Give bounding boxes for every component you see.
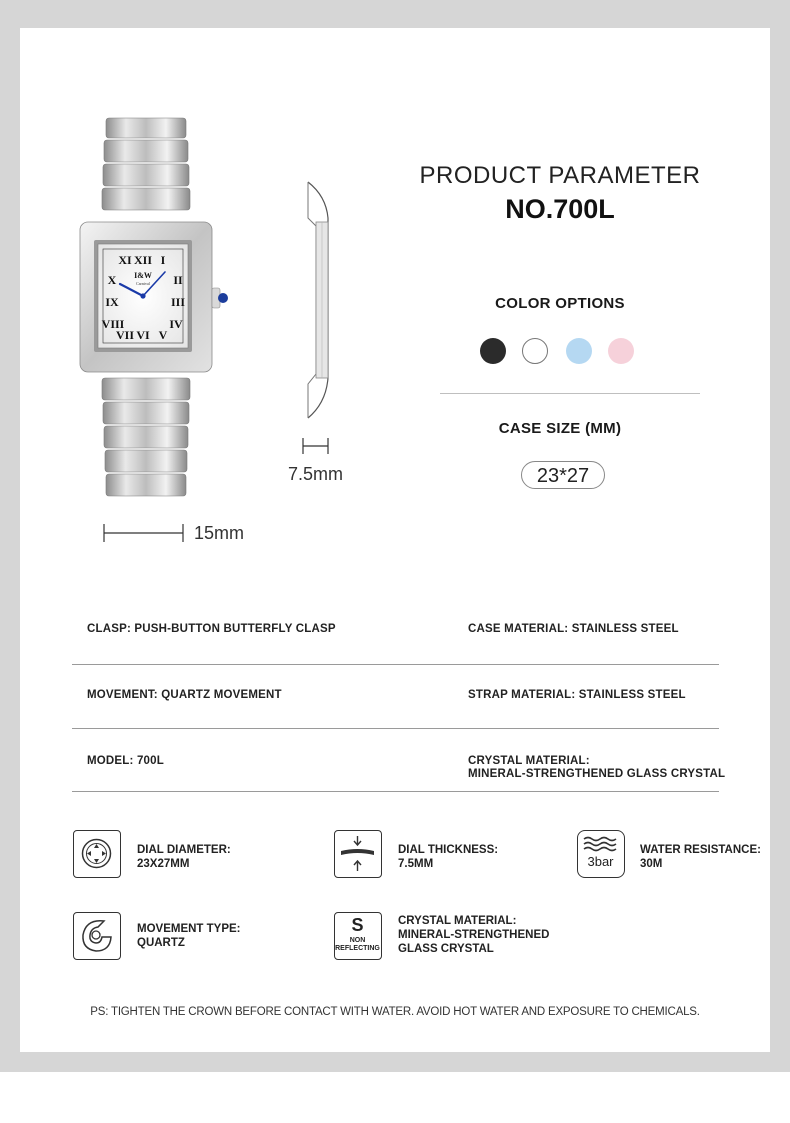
dial-thickness-text (398, 843, 498, 871)
care-note: PS: TIGHTEN THE CROWN BEFORE CONTACT WITH WATER. AVOID HOT WATER AND EXPOSURE TO CHEMICALS. (90, 1006, 700, 1018)
svg-text:II: II (173, 273, 183, 287)
product-parameter-title: PRODUCT PARAMETER (419, 162, 701, 189)
non-reflecting-icon (334, 912, 382, 960)
water-resistance-label: WATER RESISTANCE: (640, 844, 761, 856)
non-reflecting-icon-text (335, 937, 380, 953)
spec-strap-material: STRAP MATERIAL: STAINLESS STEEL (468, 689, 686, 701)
spec-divider (72, 728, 719, 729)
movement-type-label: MOVEMENT TYPE: (137, 923, 241, 935)
color-swatch-blue[interactable] (566, 338, 592, 364)
divider (440, 393, 700, 394)
dial-diameter-value: 23X27MM (137, 858, 190, 870)
spec-crystal-line1: CRYSTAL MATERIAL: (468, 755, 590, 767)
spec-divider (72, 664, 719, 665)
svg-text:IX: IX (105, 295, 119, 309)
watch-brand-logo: I&W (134, 271, 152, 280)
svg-text:VIII: VIII (101, 317, 125, 331)
svg-text:IV: IV (169, 317, 183, 331)
color-swatch-black[interactable] (480, 338, 506, 364)
width-label: 15mm (194, 523, 245, 543)
thickness-dimension-marker (300, 436, 332, 456)
water-resistance-icon (577, 830, 625, 878)
non-reflecting-icon-line1: NON (349, 937, 366, 944)
movement-type-icon (73, 912, 121, 960)
case-size-value: 23*27 (521, 461, 605, 489)
spec-clasp: CLASP: PUSH-BUTTON BUTTERFLY CLASP (87, 623, 336, 635)
spec-crystal-line2: MINERAL-STRENGTHENED GLASS CRYSTAL (468, 768, 726, 780)
svg-text:VII: VII (115, 328, 135, 342)
water-resistance-text (640, 843, 761, 871)
dial-diameter-icon (73, 830, 121, 878)
non-reflecting-icon-line2: REFLECTING (335, 945, 380, 952)
svg-text:XI: XI (118, 253, 132, 267)
case-size-title: CASE SIZE (MM) (498, 420, 622, 437)
dial-thickness-value: 7.5MM (398, 858, 434, 870)
svg-text:V: V (158, 328, 168, 342)
dial-diameter-text (137, 843, 231, 871)
water-resistance-value: 30M (640, 858, 663, 870)
svg-text:X: X (107, 273, 117, 287)
svg-text:I: I (160, 253, 166, 267)
crystal-material-value-2: GLASS CRYSTAL (398, 943, 494, 955)
width-dimension-marker (102, 522, 186, 544)
spec-movement: MOVEMENT: QUARTZ MOVEMENT (87, 689, 282, 701)
color-options-title: COLOR OPTIONS (495, 295, 625, 312)
spec-divider (72, 791, 719, 792)
spec-case-material: CASE MATERIAL: STAINLESS STEEL (468, 623, 679, 635)
svg-text:III: III (170, 295, 186, 309)
thickness-label: 7.5mm (288, 464, 344, 484)
dial-thickness-label: DIAL THICKNESS: (398, 844, 499, 856)
movement-type-text (137, 922, 241, 950)
non-reflecting-icon-s: S (351, 915, 364, 935)
movement-type-value: QUARTZ (137, 937, 185, 949)
dial-diameter-label: DIAL DIAMETER: (137, 844, 231, 856)
watch-side-profile (296, 178, 341, 423)
model-number-title: NO.700L (505, 194, 615, 224)
watch-brand-sub: Carnival (136, 281, 150, 286)
spec-model: MODEL: 700L (87, 755, 164, 767)
crystal-material-value-1: MINERAL-STRENGTHENED (398, 929, 550, 941)
color-swatch-white[interactable] (522, 338, 548, 364)
spec-crystal-material (468, 755, 725, 781)
dial-thickness-icon (334, 830, 382, 878)
svg-text:VI: VI (136, 328, 150, 342)
crystal-material-label: CRYSTAL MATERIAL: (398, 915, 517, 927)
color-swatch-pink[interactable] (608, 338, 634, 364)
water-resistance-icon-text: 3bar (587, 854, 614, 869)
svg-text:XII: XII (133, 253, 153, 267)
watch-front-image (70, 110, 240, 510)
crystal-material-text (398, 914, 549, 956)
